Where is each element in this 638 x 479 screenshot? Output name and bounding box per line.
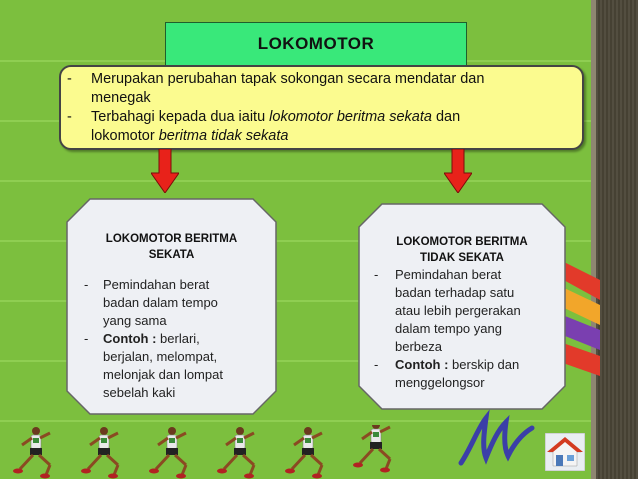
intro-line-4 — [91, 127, 288, 146]
right-card-title-line-2: TIDAK SEKATA — [420, 252, 504, 264]
down-arrow-icon — [444, 149, 472, 193]
left-card-example-1: berlari, — [156, 331, 200, 346]
swoosh-logo-icon — [456, 408, 536, 468]
runner-icon — [285, 427, 322, 479]
pencils-decoration — [560, 250, 600, 380]
left-card-line: berjalan, melompat, — [103, 349, 218, 364]
left-card-line: badan dalam tempo — [103, 295, 218, 310]
example-label: Contoh : — [395, 357, 449, 372]
left-card-line: melonjak dan lompat — [103, 367, 223, 382]
runner-icon — [353, 425, 390, 473]
right-card-line: berbeza — [395, 339, 442, 354]
bullet-dash: - — [374, 357, 379, 372]
intro-box — [59, 65, 584, 150]
left-card-line: Pemindahan berat — [103, 277, 210, 292]
example-label: Contoh : — [103, 331, 157, 346]
intro-line-1: Merupakan perubahan tapak sokongan secara mendatar dan — [91, 71, 485, 87]
bullet-dash: - — [84, 277, 89, 292]
intro-line-2: menegak — [91, 90, 151, 106]
left-card-title — [66, 231, 277, 263]
right-card-line — [395, 356, 519, 374]
right-sidebar — [596, 0, 638, 479]
right-card-example-1: berskip dan — [448, 357, 520, 372]
intro-line-4a: lokomotor — [91, 128, 159, 144]
intro-line-3b: lokomotor beritma sekata — [269, 109, 432, 125]
right-card-line: menggelongsor — [395, 375, 485, 390]
home-icon[interactable] — [545, 433, 585, 471]
right-card-line: atau lebih pergerakan — [395, 303, 521, 318]
left-card-line — [103, 330, 200, 348]
bullet-dash: - — [374, 267, 379, 282]
runners-decoration — [10, 425, 430, 479]
left-card-title-line-2: SEKATA — [148, 249, 195, 261]
bg-stripe — [0, 420, 638, 422]
right-card-title — [358, 234, 566, 266]
right-card-line: Pemindahan berat — [395, 267, 502, 282]
bullet-dash: - — [84, 331, 89, 346]
intro-line-3 — [91, 108, 460, 127]
runner-icon — [13, 427, 50, 479]
intro-line-4b: beritma tidak sekata — [158, 128, 289, 144]
left-card — [66, 198, 277, 415]
title-box — [165, 22, 467, 70]
left-card-title-line-1: LOKOMOTOR BERITMA — [105, 233, 238, 245]
bullet-dash: - — [67, 109, 72, 125]
intro-line-3c: dan — [431, 109, 461, 125]
right-card-line: dalam tempo yang — [395, 321, 502, 336]
down-arrow-icon — [151, 149, 179, 193]
left-card-line: sebelah kaki — [103, 385, 176, 400]
right-card — [358, 203, 566, 410]
left-card-line: yang sama — [103, 313, 167, 328]
runner-icon — [217, 427, 254, 479]
right-card-line: badan terhadap satu — [395, 285, 515, 300]
bg-stripe — [0, 180, 638, 182]
bullet-dash: - — [67, 71, 72, 87]
runner-icon — [149, 427, 186, 479]
intro-line-3a: Terbahagi kepada dua iaitu — [91, 109, 270, 125]
right-card-title-line-1: LOKOMOTOR BERITMA — [396, 236, 528, 248]
page-title: LOKOMOTOR — [257, 34, 375, 53]
runner-icon — [81, 427, 118, 479]
